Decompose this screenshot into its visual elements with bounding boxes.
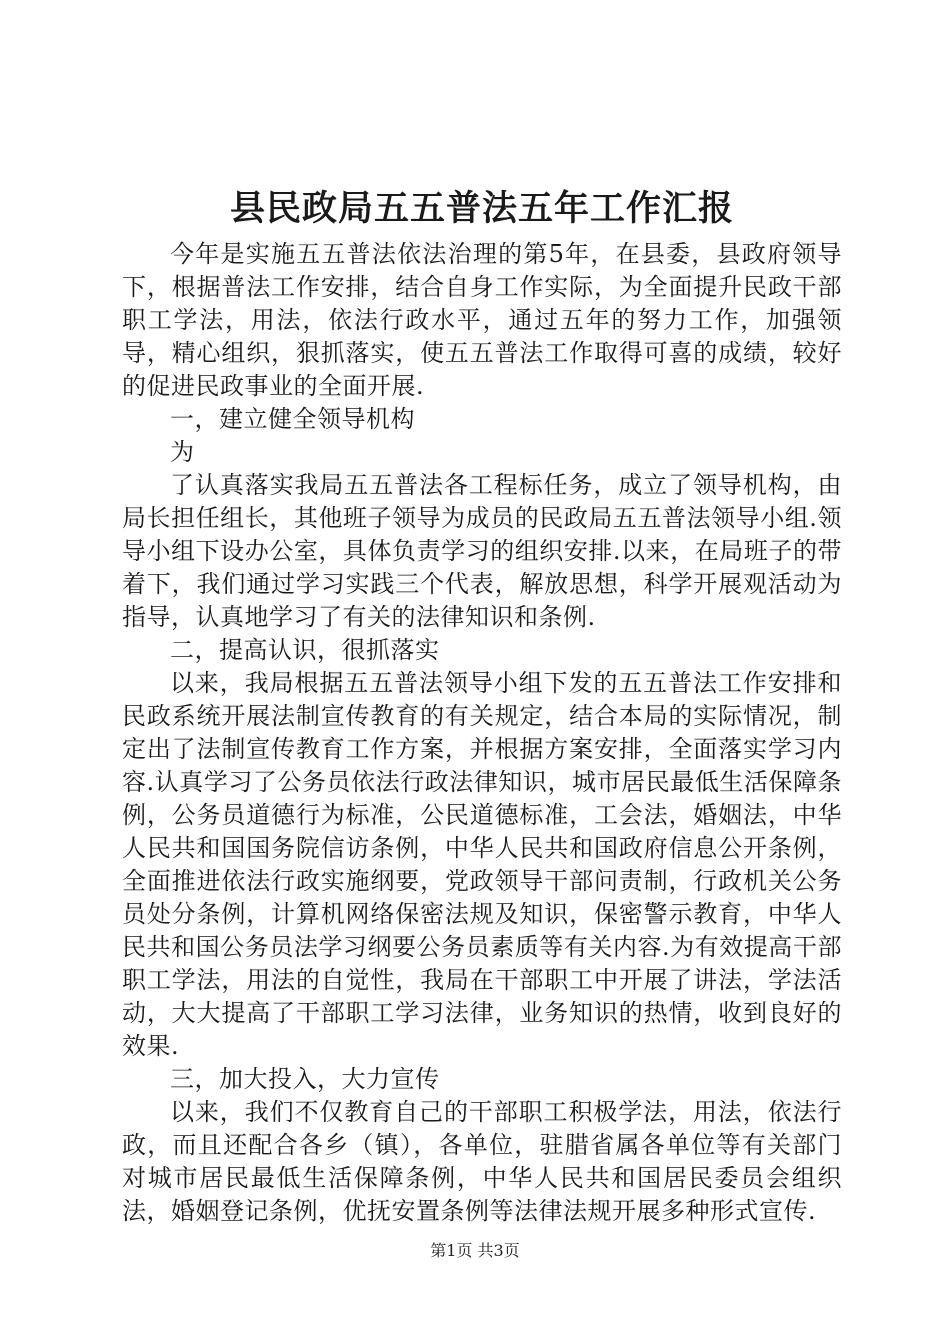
section-3-paragraph: 以来，我们不仅教育自己的干部职工积极学法，用法，依法行政，而且还配合各乡（镇），各单位，驻腊省属各单位等有关部门对城市居民最低生活保障条例，中华人民共和国居民委员会组织法，婚姻登记条例，优抚安置条例等法律法规开展多种形式宣传. (122, 1098, 842, 1225)
section-heading-2: 二，提高认识，很抓落实 (170, 636, 440, 664)
section-heading-1: 一，建立健全领导机构 (170, 405, 415, 433)
page-footer: 第1页 共3页 (430, 1241, 520, 1260)
section-heading-3: 三，加大投入，大力宣传 (170, 1065, 440, 1093)
intro-paragraph: 今年是实施五五普法依法治理的第5年，在县委，县政府领导下，根据普法工作安排，结合自身工作实际，为全面提升民政干部职工学法，用法，依法行政水平，通过五年的努力工作，加强领导，精心组织，狠抓落实，使五五普法工作取得可喜的成绩，较好的促进民政事业的全面开展. (122, 240, 842, 400)
section-fragment: 为 (170, 438, 195, 466)
document-body (122, 186, 842, 1228)
document-title: 县民政局五五普法五年工作汇报 (229, 188, 734, 229)
section-2-paragraph: 以来，我局根据五五普法领导小组下发的五五普法工作安排和民政系统开展法制宣传教育的有关规定，结合本局的实际情况，制定出了法制宣传教育工作方案，并根据方案安排，全面落实学习内容.认真学习了公务员依法行政法律知识，城市居民最低生活保障条例，公务员道德行为标准，公民道德标准，工会法，婚姻法，中华人民共和国国务院信访条例，中华人民共和国政府信息公开条例，全面推进依法行政实施纲要，党政领导干部问责制，行政机关公务员处分条例，计算机网络保密法规及知识，保密警示教育，中华人民共和国公务员法学习纲要公务员素质等有关内容.为有效提高干部职工学法，用法的自觉性，我局在干部职工中开展了讲法，学法活动，大大提高了干部职工学习法律，业务知识的热情，收到良好的效果. (122, 669, 842, 1060)
section-1-paragraph: 了认真落实我局五五普法各工程标任务，成立了领导机构，由局长担任组长，其他班子领导为成员的民政局五五普法领导小组.领导小组下设办公室，具体负责学习的组织安排.以来，在局班子的带着下，我们通过学习实践三个代表，解放思想，科学开展观活动为指导，认真地学习了有关的法律知识和条例. (122, 471, 842, 631)
